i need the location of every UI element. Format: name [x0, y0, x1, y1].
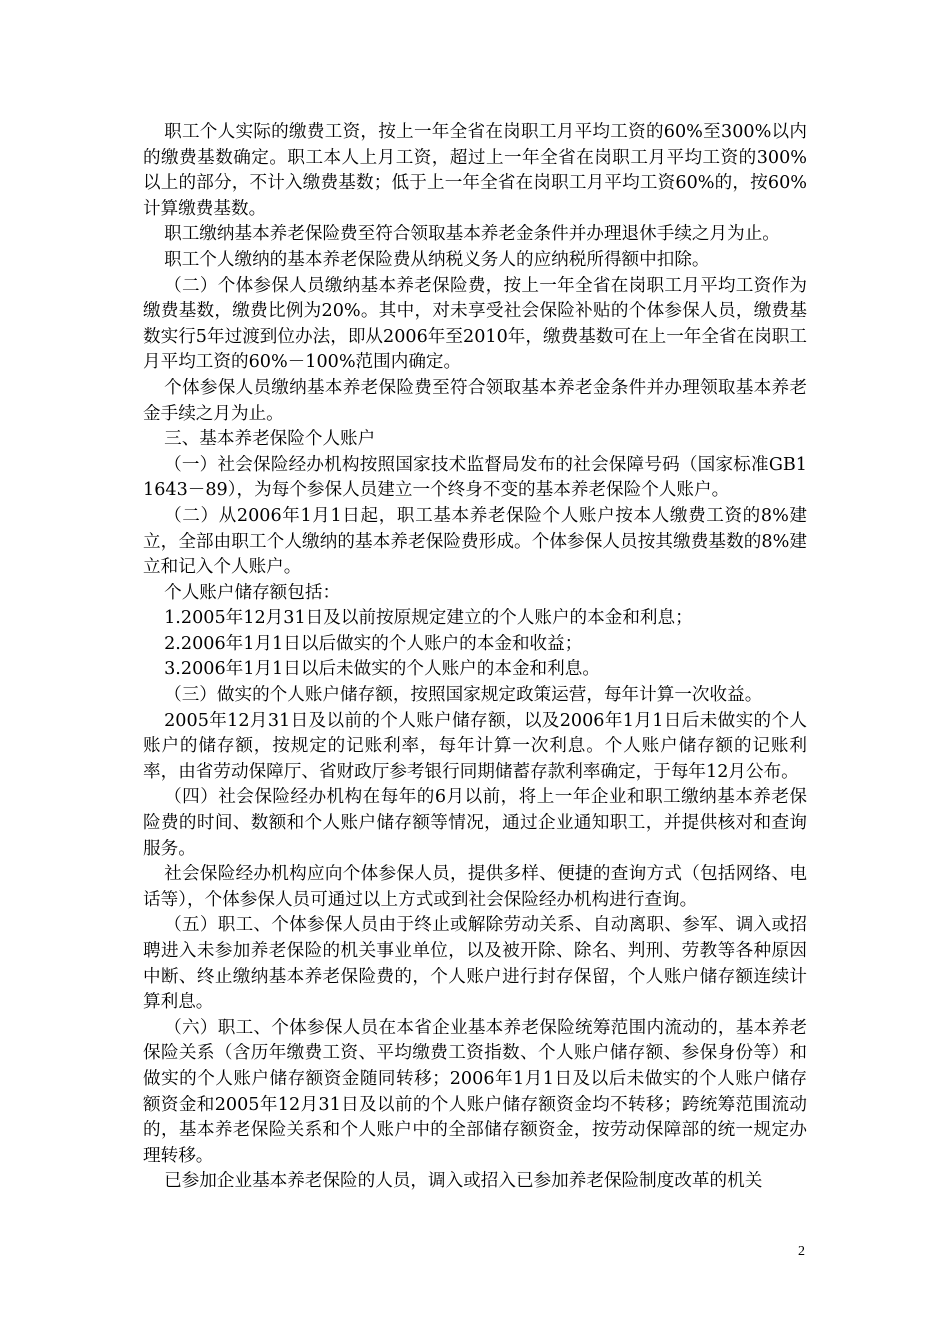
paragraph: 职工缴纳基本养老保险费至符合领取基本养老金条件并办理退休手续之月为止。 — [164, 224, 780, 245]
page-number: 2 — [798, 1244, 805, 1259]
paragraph: 个人账户储存额包括： — [164, 582, 341, 603]
paragraph: （四）社会保险经办机构在每年的6月以前，将上一年企业和职工缴纳基本养老保险费的时间、数额和个人账户储存额等情况，通过企业通知职工，并提供核对和查询服务。 — [143, 787, 807, 859]
section-heading: 三、基本养老保险个人账户 — [164, 429, 376, 450]
paragraph: （三）做实的个人账户储存额，按照国家规定政策运营，每年计算一次收益。 — [164, 685, 763, 706]
list-item: 3.2006年1月1日以后未做实的个人账户的本金和利息。 — [164, 659, 600, 680]
list-item: 2.2006年1月1日以后做实的个人账户的本金和收益； — [164, 633, 583, 654]
paragraph: 2005年12月31日及以前的个人账户储存额，以及2006年1月1日后未做实的个人账户的储存额，按规定的记账利率，每年计算一次利息。个人账户储存额的记账利率，由省劳动保障厅、省财政厅参考银行同期储蓄存款利率确定，于每年12月公布。 — [143, 710, 807, 782]
list-item: 1.2005年12月31日及以前按原规定建立的个人账户的本金和利息； — [164, 608, 693, 629]
paragraph: 个体参保人员缴纳基本养老保险费至符合领取基本养老金条件并办理领取基本养老金手续之月为止。 — [143, 377, 807, 424]
paragraph: （二）个体参保人员缴纳基本养老保险费，按上一年全省在岗职工月平均工资作为缴费基数，缴费比例为20%。其中，对未享受社会保险补贴的个体参保人员，缴费基数实行5年过渡到位办法，即从2006年至2010年，缴费基数可在上一年全省在岗职工月平均工资的60%－100%范围内确定。 — [143, 275, 807, 373]
paragraph: 职工个人缴纳的基本养老保险费从纳税义务人的应纳税所得额中扣除。 — [164, 249, 710, 270]
paragraph: 职工个人实际的缴费工资，按上一年全省在岗职工月平均工资的60%至300%以内的缴费基数确定。职工本人上月工资，超过上一年全省在岗职工月平均工资的300%以上的部分，不计入缴费基数；低于上一年全省在岗职工月平均工资60%的，按60%计算缴费基数。 — [143, 122, 807, 219]
paragraph: （二）从2006年1月1日起，职工基本养老保险个人账户按本人缴费工资的8%建立，全部由职工个人缴纳的基本养老保险费形成。个体参保人员按其缴费基数的8%建立和记入个人账户。 — [143, 505, 807, 578]
paragraph: （一）社会保险经办机构按照国家技术监督局发布的社会保障号码（国家标准GB11643－89），为每个参保人员建立一个终身不变的基本养老保险个人账户。 — [143, 454, 807, 501]
document-body — [143, 120, 807, 1195]
paragraph: （五）职工、个体参保人员由于终止或解除劳动关系、自动离职、参军、调入或招聘进入未参加养老保险的机关事业单位，以及被开除、除名、判刑、劳教等各种原因中断、终止缴纳基本养老保险费的，个人账户进行封存保留，个人账户储存额连续计算利息。 — [143, 915, 807, 1013]
paragraph: 已参加企业基本养老保险的人员，调入或招入已参加养老保险制度改革的机关 — [164, 1171, 763, 1192]
paragraph: 社会保险经办机构应向个体参保人员，提供多样、便捷的查询方式（包括网络、电话等），个体参保人员可通过以上方式或到社会保险经办机构进行查询。 — [143, 864, 807, 910]
paragraph: （六）职工、个体参保人员在本省企业基本养老保险统筹范围内流动的，基本养老保险关系（含历年缴费工资、平均缴费工资指数、个人账户储存额、参保身份等）和做实的个人账户储存额资金随同转移；2006年1月1日及以后未做实的个人账户储存额资金和2005年12月31日及以前的个人账户储存额资金均不转移；跨统筹范围流动的，基本养老保险关系和个人账户中的全部储存额资金，按劳动保障部的统一规定办理转移。 — [143, 1017, 807, 1166]
